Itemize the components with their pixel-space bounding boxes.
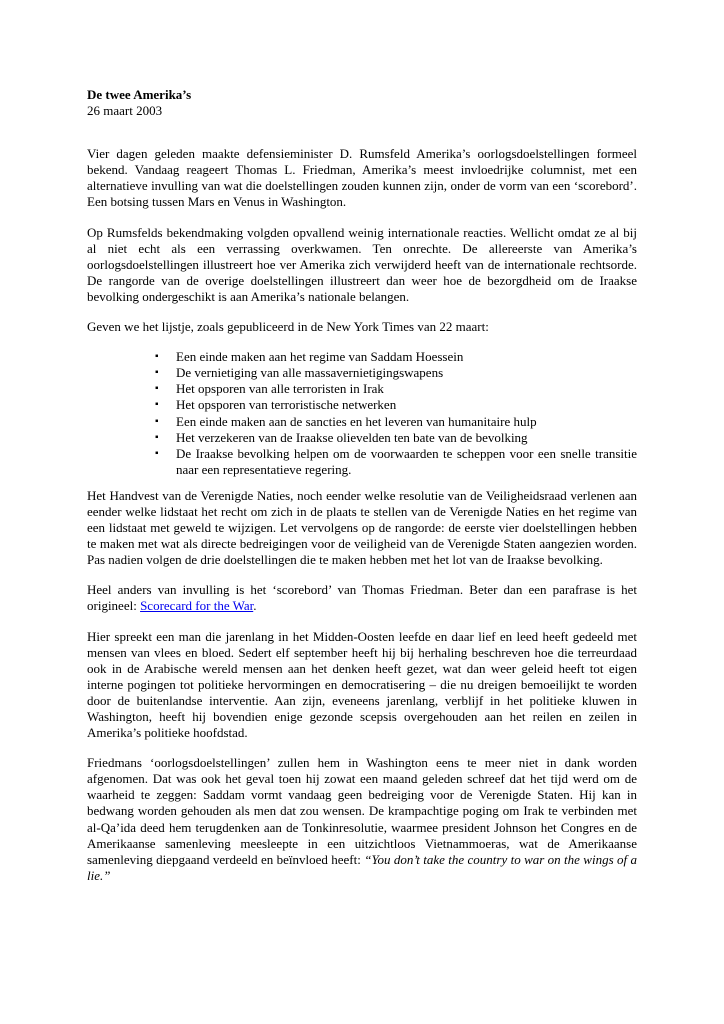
paragraph-list-intro: Geven we het lijstje, zoals gepubliceerd in de New York Times van 22 maart: — [87, 319, 489, 335]
paragraph-scorecard-prefix: Heel anders van invulling is het ‘scorebord’ van Thomas Friedman. Beter dan een parafrase is het origineel: — [87, 582, 637, 614]
square-bullet-icon: ▪ — [155, 415, 159, 427]
paragraph-scorecard — [87, 582, 637, 614]
list-item-text: Een einde maken aan de sancties en het leveren van humanitaire hulp — [176, 413, 537, 429]
paragraph-conclusion — [87, 755, 637, 884]
list-item — [155, 413, 637, 430]
paragraph-reactions: Op Rumsfelds bekendmaking volgden opvallend weinig internationale reacties. Wellicht omdat ze al bij al niet echt als een verrassing overkwamen. Ten onrechte. De allereerste van Amerika’s oorlogsdoelstellingen illustreert hoe ver Amerika zich verwijderd heeft van de internationale rechtsorde. De rangorde van de overige doelstellingen illustreert dan weer hoe de bezorgdheid om de Iraakse bevolking ondergeschikt is aan Amerika’s nationale belangen. — [87, 224, 637, 304]
list-item — [155, 445, 637, 478]
list-item-text: Het verzekeren van de Iraakse olievelden ten bate van de bevolking — [176, 429, 528, 445]
paragraph-friedman-background: Hier spreekt een man die jarenlang in het Midden-Oosten leefde en daar lief en leed heeft gedeeld met mensen van vlees en bloed. Sedert elf september heeft hij bij herhaling beschreven hoe die terreurdaad ook in de Arabische wereld mensen aan het denken heeft gezet, wat dan weer geleid heeft tot eigen interne pogingen tot politieke hervormingen en democratisering – die nu dreigen bemoeilijkt te worden door de buitenlandse interventie. Aan zijn, eveneens jarenlang, verblijf in het politieke kluwen in Washington, heeft hij bovendien enige gezonde scepsis overgehouden aan het reilen en zeilen in Amerika’s politieke hoofdstad. — [87, 628, 637, 741]
square-bullet-icon: ▪ — [155, 383, 159, 395]
document-content — [87, 87, 637, 884]
square-bullet-icon: ▪ — [155, 447, 159, 459]
list-item — [155, 349, 637, 365]
war-goals-list — [87, 349, 637, 478]
paragraph-un-charter: Het Handvest van de Verenigde Naties, noch eender welke resolutie van de Veiligheidsraad verlenen aan eender welke lidstaat het recht om zich in de plaats te stellen van de Verenigde Naties en het regime van een lidstaat met geweld te wijzigen. Let vervolgens op de rangorde: de eerste vier doelstellingen hebben te maken met wat als directe bedreigingen voor de veiligheid van de Verenigde Staten aangezien worden. Pas nadien volgen de drie doelstellingen die te maken hebben met het lot van de Iraakse bevolking. — [87, 487, 637, 568]
list-item-text: Het opsporen van terroristische netwerken — [176, 397, 397, 413]
square-bullet-icon: ▪ — [155, 351, 159, 363]
document-header — [87, 87, 637, 119]
document-title: De twee Amerika’s — [87, 87, 192, 102]
square-bullet-icon: ▪ — [155, 431, 159, 443]
square-bullet-icon: ▪ — [155, 367, 159, 379]
list-item-text: Het opsporen van alle terroristen in Irak — [176, 381, 384, 397]
list-item — [155, 365, 637, 381]
paragraph-conclusion-text: Friedmans ‘oorlogsdoelstellingen’ zullen hem in Washington eens te meer niet in dank worden afgenomen. Dat was ook het geval toen hij zowat een maand geleden schreef dat het tijd werd om de waarheid te zeggen: Saddam vormt vandaag geen bedreiging voor de Verenigde Staten. Hij kan in bedwang worden gehouden als men dat zou wensen. De krampachtige poging om Irak te verbinden met al-Qa’ida deed hem terugdenken aan de Tonkinresolutie, waarmee president Johnson het Congres en de Amerikaanse samenleving meesleepte in een uitzichtloos Vietnammoeras, wat de Amerikaanse samenleving diepgaand verdeeld en beïnvloed heeft: — [87, 755, 637, 867]
paragraph-scorecard-suffix: . — [253, 598, 257, 614]
list-item-text: De vernietiging van alle massavernietigingswapens — [176, 365, 444, 381]
list-item — [155, 381, 637, 397]
document-date: 26 maart 2003 — [87, 103, 163, 119]
closing-quote: “You don’t take the country to war on the wings of a lie.” — [87, 851, 637, 883]
square-bullet-icon: ▪ — [155, 399, 159, 411]
list-item — [155, 429, 637, 446]
list-item-text: Een einde maken aan het regime van Saddam Hoessein — [176, 349, 464, 365]
list-item-text: De Iraakse bevolking helpen om de voorwaarden te scheppen voor een snelle transitie naar een representatieve regering. — [176, 445, 637, 477]
list-item — [155, 397, 637, 413]
scorecard-link[interactable]: Scorecard for the War — [140, 598, 254, 614]
paragraph-intro: Vier dagen geleden maakte defensieminister D. Rumsfeld Amerika’s oorlogsdoelstellingen formeel bekend. Vandaag reageert Thomas L. Friedman, Amerika’s meest invloedrijke columnist, met een alternatieve invulling van wat die doelstellingen zouden kunnen zijn, onder de vorm van een ‘scorebord’. Een botsing tussen Mars en Venus in Washington. — [87, 146, 637, 210]
